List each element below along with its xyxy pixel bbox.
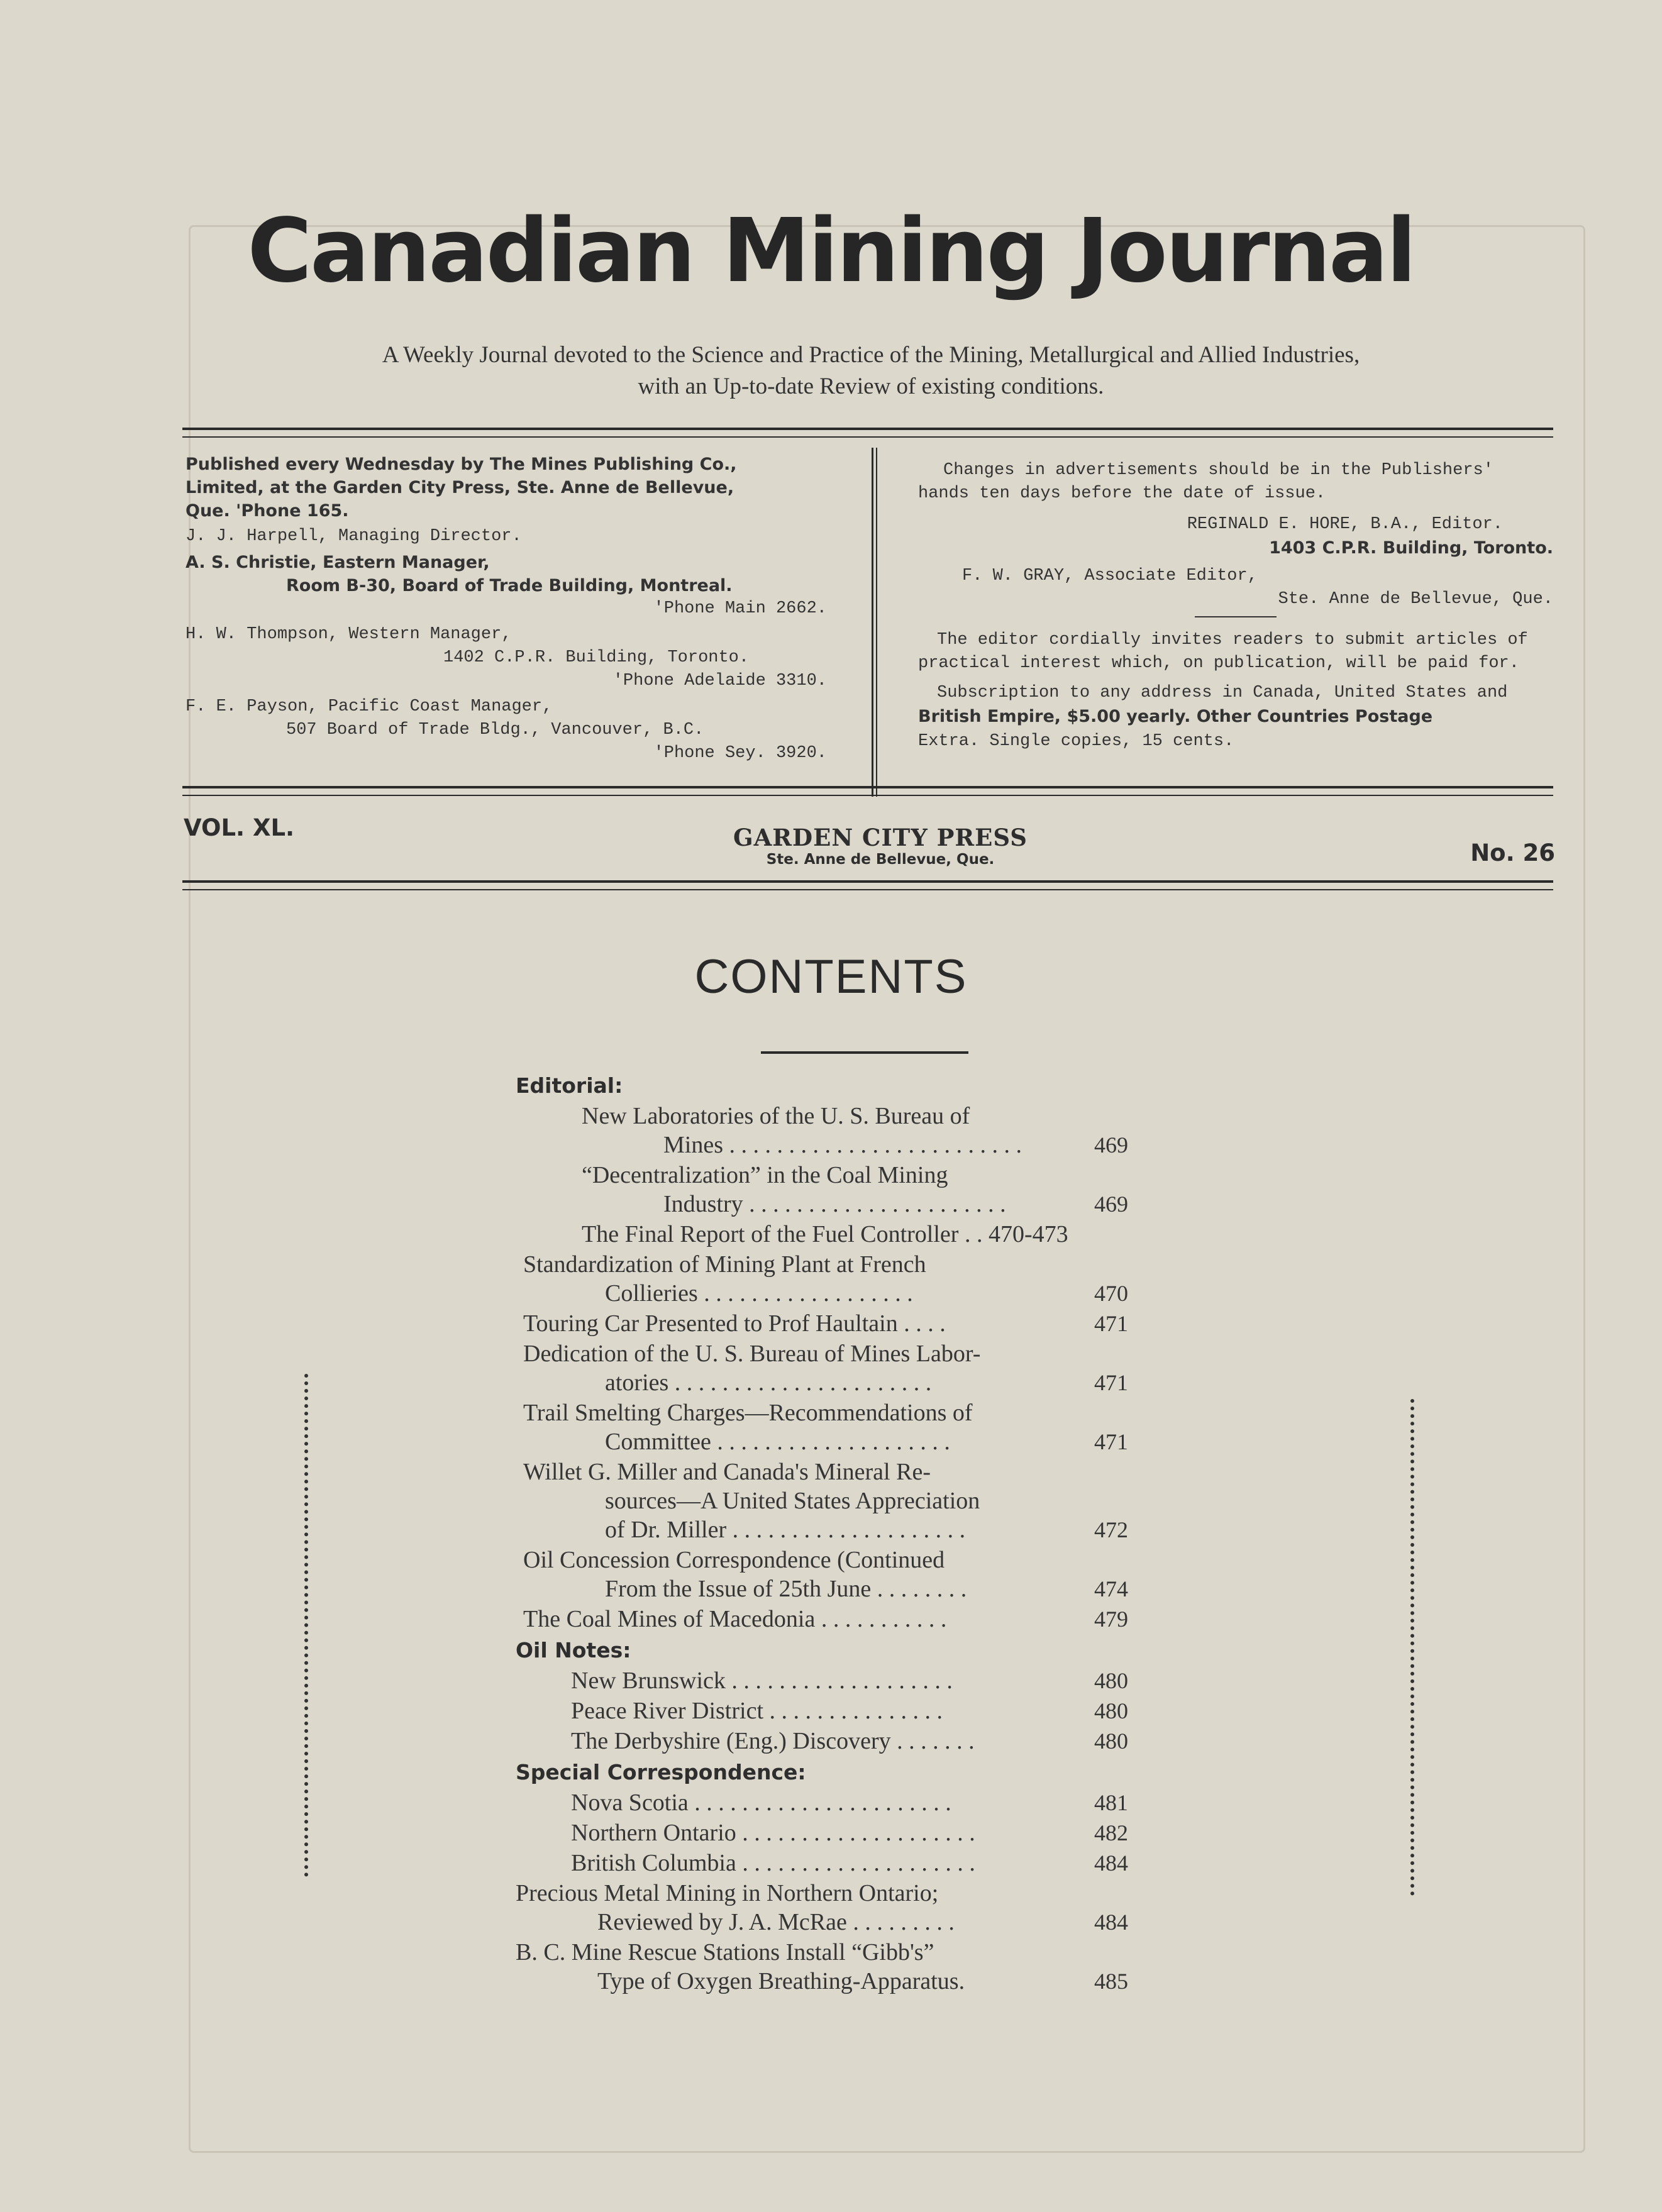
toc-entry-cont: atories . . . . . . . . . . . . . . . . . . . . . . bbox=[605, 1369, 932, 1396]
managing-director: J. J. Harpell, Managing Director. bbox=[186, 527, 522, 546]
toc-entry-title: Trail Smelting Charges—Recommendations of bbox=[523, 1400, 973, 1426]
toc-entry bbox=[516, 1696, 1207, 1725]
toc-entry bbox=[516, 1546, 1207, 1603]
press-location: Ste. Anne de Bellevue, Que. bbox=[766, 851, 995, 868]
divider-short bbox=[1195, 616, 1277, 617]
toc-page: 479 bbox=[1094, 1606, 1128, 1632]
toc-entry-title: Northern Ontario bbox=[571, 1820, 736, 1846]
toc-entry bbox=[516, 1161, 1207, 1219]
toc-entry-title-cont: From the Issue of 25th June bbox=[605, 1576, 872, 1602]
toc-entry-title: Peace River District bbox=[571, 1698, 764, 1724]
western-manager-address: 1402 C.P.R. Building, Toronto. bbox=[443, 648, 750, 667]
western-manager: H. W. Thompson, Western Manager, bbox=[186, 625, 512, 644]
decorative-chain-right bbox=[1410, 1399, 1419, 1896]
eastern-manager: A. S. Christie, Eastern Manager, bbox=[186, 553, 490, 572]
toc-entry-line: Peace River District . . . . . . . . . . . . . . . bbox=[571, 1698, 943, 1724]
top-rule-thin bbox=[182, 436, 1553, 438]
toc-entry-title: B. C. Mine Rescue Stations Install “Gibb's” bbox=[516, 1939, 934, 1966]
toc-entry bbox=[516, 1818, 1207, 1847]
toc-entry bbox=[516, 1788, 1207, 1817]
subscription-line-1: Subscription to any address in Canada, United States and bbox=[937, 683, 1508, 702]
toc-entry-line: Nova Scotia . . . . . . . . . . . . . . . . . . . . . . bbox=[571, 1789, 951, 1816]
mid-rule bbox=[182, 786, 1553, 788]
publisher-info bbox=[186, 453, 827, 523]
toc-entry-cont: of Dr. Miller . . . . . . . . . . . . . . . . . . . . bbox=[605, 1517, 966, 1543]
toc-entry-title: Precious Metal Mining in Northern Ontario; bbox=[516, 1880, 939, 1906]
associate-editor-address: Ste. Anne de Bellevue, Que. bbox=[1278, 590, 1553, 609]
toc-entry bbox=[516, 1849, 1207, 1877]
toc-entry bbox=[516, 1879, 1207, 1937]
publisher-line-3: Que. 'Phone 165. bbox=[186, 501, 349, 521]
toc-entry-title-cont: Type of Oxygen Breathing-Apparatus. bbox=[597, 1968, 965, 1994]
section-oil-notes: Oil Notes: bbox=[516, 1638, 631, 1662]
toc-entry-line: Northern Ontario . . . . . . . . . . . . . . . . . . . . bbox=[571, 1820, 975, 1846]
contents-heading: CONTENTS bbox=[694, 950, 968, 1004]
toc-entry-title: New Laboratories of the U. S. Bureau of bbox=[582, 1103, 970, 1129]
western-manager-phone: 'Phone Adelaide 3310. bbox=[612, 672, 827, 690]
toc-entry-title-cont: Committee bbox=[605, 1429, 711, 1455]
subscription-info bbox=[918, 682, 1553, 753]
toc-page: 480 bbox=[1094, 1668, 1128, 1693]
toc-page: 470 bbox=[1094, 1281, 1128, 1306]
eastern-manager-address: Room B-30, Board of Trade Building, Montreal. bbox=[286, 576, 733, 595]
toc-page: 485 bbox=[1094, 1969, 1128, 1994]
toc-entry-line: The Coal Mines of Macedonia . . . . . . . . . . . bbox=[523, 1606, 947, 1632]
editor: REGINALD E. HORE, B.A., Editor. bbox=[1187, 515, 1503, 534]
toc-page: 472 bbox=[1094, 1517, 1128, 1542]
toc-entry-cont: Industry . . . . . . . . . . . . . . . . . . . . . . bbox=[663, 1191, 1006, 1217]
editorial-column bbox=[918, 459, 1553, 756]
toc-entry bbox=[516, 1102, 1207, 1159]
toc-entry-title-cont: Collieries bbox=[605, 1280, 698, 1307]
toc-entry bbox=[516, 1457, 1207, 1544]
toc-page: 484 bbox=[1094, 1910, 1128, 1935]
toc-page: 471 bbox=[1094, 1370, 1128, 1395]
invite-line-1: The editor cordially invites readers to submit articles of bbox=[937, 631, 1528, 650]
toc-page: 470-473 bbox=[988, 1221, 1068, 1247]
changes-line-2: hands ten days before the date of issue. bbox=[918, 484, 1326, 503]
toc-entry-title-cont: Industry bbox=[663, 1191, 743, 1217]
toc-entry-title: The Coal Mines of Macedonia bbox=[523, 1606, 816, 1632]
toc-entry-title: The Final Report of the Fuel Controller bbox=[582, 1221, 959, 1247]
bottom-rule-thin bbox=[182, 889, 1553, 890]
toc-entry bbox=[516, 1250, 1207, 1308]
toc-entry-cont: From the Issue of 25th June . . . . . . . . bbox=[605, 1576, 967, 1602]
toc-page: 482 bbox=[1094, 1820, 1128, 1845]
toc-entry-title-cont: Mines bbox=[663, 1132, 723, 1158]
mid-rule-thin bbox=[182, 795, 1553, 796]
toc-page: 481 bbox=[1094, 1790, 1128, 1815]
publisher-column bbox=[186, 453, 827, 768]
toc-entry-title: Dedication of the U. S. Bureau of Mines Labor- bbox=[523, 1341, 981, 1367]
toc-entry-title-cont-2: of Dr. Miller bbox=[605, 1517, 727, 1543]
toc-entry-line: New Brunswick . . . . . . . . . . . . . . . . . . . bbox=[571, 1667, 953, 1694]
column-divider-2 bbox=[876, 448, 877, 797]
invite-line-2: practical interest which, on publication, will be paid for. bbox=[918, 654, 1519, 673]
section-editorial: Editorial: bbox=[516, 1073, 623, 1098]
toc-page: 484 bbox=[1094, 1850, 1128, 1876]
decorative-chain-left bbox=[304, 1374, 313, 1877]
toc-entry bbox=[516, 1727, 1207, 1756]
toc-page: 480 bbox=[1094, 1698, 1128, 1723]
publisher-line-2: Limited, at the Garden City Press, Ste. Anne de Bellevue, bbox=[186, 478, 734, 497]
journal-title: Canadian Mining Journal bbox=[247, 200, 1415, 302]
toc-page: 471 bbox=[1094, 1429, 1128, 1454]
toc-entry-title-cont: Reviewed by J. A. McRae bbox=[597, 1909, 847, 1935]
publisher-line-1: Published every Wednesday by The Mines Publishing Co., bbox=[186, 455, 737, 474]
pacific-manager-phone: 'Phone Sey. 3920. bbox=[653, 744, 827, 763]
toc-page: 471 bbox=[1094, 1311, 1128, 1336]
issue-number: No. 26 bbox=[1470, 839, 1555, 866]
toc-entry-cont: Reviewed by J. A. McRae . . . . . . . . . bbox=[597, 1909, 955, 1935]
tagline-line-2: with an Up-to-date Review of existing conditions. bbox=[638, 373, 1104, 399]
toc-entry-title-cont: atories bbox=[605, 1369, 669, 1396]
submission-invite bbox=[918, 629, 1553, 675]
toc-entry-line: The Final Report of the Fuel Controller . . 470-473 bbox=[582, 1221, 1068, 1247]
toc-entry bbox=[516, 1398, 1207, 1456]
toc-entry-title: Touring Car Presented to Prof Haultain bbox=[523, 1310, 898, 1337]
bottom-rule bbox=[182, 880, 1553, 883]
toc-entry bbox=[516, 1938, 1207, 1996]
toc-entry-line: British Columbia . . . . . . . . . . . . . . . . . . . . bbox=[571, 1850, 975, 1876]
toc-entry bbox=[516, 1309, 1207, 1338]
toc-entry-title: Oil Concession Correspondence (Continued bbox=[523, 1547, 945, 1573]
editor-address: 1403 C.P.R. Building, Toronto. bbox=[1269, 538, 1553, 558]
toc-entry-title: New Brunswick bbox=[571, 1667, 726, 1694]
column-divider bbox=[872, 448, 873, 797]
tagline-line-1: A Weekly Journal devoted to the Science and Practice of the Mining, Metallurgical and Allied Industries, bbox=[382, 342, 1360, 368]
toc-entry-title: The Derbyshire (Eng.) Discovery bbox=[571, 1728, 891, 1754]
advertising-notice bbox=[918, 459, 1553, 506]
toc-entry-line: The Derbyshire (Eng.) Discovery . . . . . . . bbox=[571, 1728, 975, 1754]
associate-editor: F. W. GRAY, Associate Editor, bbox=[962, 567, 1258, 585]
contents-underline bbox=[761, 1051, 968, 1054]
journal-tagline bbox=[201, 340, 1541, 402]
changes-line-1: Changes in advertisements should be in the Publishers' bbox=[943, 461, 1493, 480]
toc-page: 474 bbox=[1094, 1576, 1128, 1601]
toc-entry-title: “Decentralization” in the Coal Mining bbox=[582, 1162, 948, 1188]
eastern-manager-phone: 'Phone Main 2662. bbox=[653, 599, 827, 618]
toc-entry-line: Touring Car Presented to Prof Haultain . . . . bbox=[523, 1310, 946, 1337]
toc-page: 480 bbox=[1094, 1728, 1128, 1754]
subscription-line-2: British Empire, $5.00 yearly. Other Countries Postage bbox=[918, 707, 1433, 726]
toc-entry-title: British Columbia bbox=[571, 1850, 736, 1876]
toc-entry-title: Nova Scotia bbox=[571, 1789, 689, 1816]
pacific-manager-address: 507 Board of Trade Bldg., Vancouver, B.C. bbox=[286, 721, 704, 739]
press-title: GARDEN CITY PRESS bbox=[733, 824, 1028, 851]
toc-entry-cont: Committee . . . . . . . . . . . . . . . . . . . . bbox=[605, 1429, 950, 1455]
toc-entry-cont: Collieries . . . . . . . . . . . . . . . . . . bbox=[605, 1280, 913, 1307]
toc-entry bbox=[516, 1666, 1207, 1695]
toc-entry-cont: Mines . . . . . . . . . . . . . . . . . . . . . . . . . bbox=[663, 1132, 1022, 1158]
toc-entry-title: Willet G. Miller and Canada's Mineral Re- bbox=[523, 1459, 931, 1485]
section-special-correspondence: Special Correspondence: bbox=[516, 1760, 806, 1784]
toc-page: 469 bbox=[1094, 1132, 1128, 1158]
toc-entry bbox=[516, 1339, 1207, 1397]
toc-entry bbox=[516, 1605, 1207, 1634]
volume-number: VOL. XL. bbox=[184, 814, 295, 841]
toc-entry bbox=[516, 1220, 1207, 1249]
pacific-manager: F. E. Payson, Pacific Coast Manager, bbox=[186, 697, 553, 716]
press-name bbox=[604, 824, 1157, 868]
table-of-contents bbox=[516, 1069, 1207, 1997]
toc-entry-title-cont: sources—A United States Appreciation bbox=[605, 1488, 980, 1514]
toc-entry-title: Standardization of Mining Plant at French bbox=[523, 1251, 926, 1278]
subscription-line-3: Extra. Single copies, 15 cents. bbox=[918, 732, 1234, 751]
toc-page: 469 bbox=[1094, 1192, 1128, 1217]
top-rule bbox=[182, 428, 1553, 430]
